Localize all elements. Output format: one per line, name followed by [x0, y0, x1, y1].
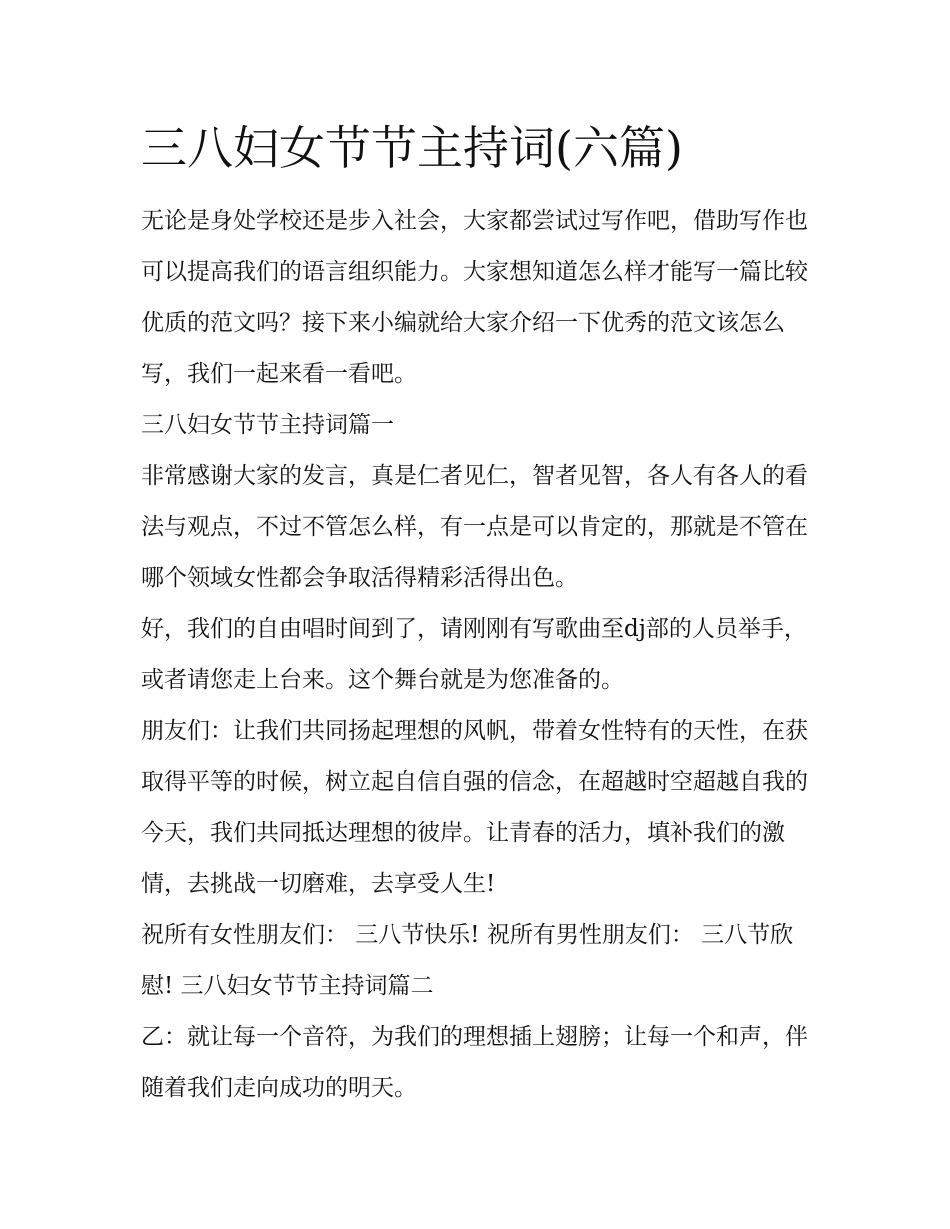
document-body — [141, 196, 816, 1114]
section-heading-1: 三八妇女节节主持词篇一 — [141, 412, 394, 438]
document-title: 三八妇女节节主持词(六篇) — [141, 121, 683, 175]
paragraph: 朋友们：让我们共同扬起理想的风帆，带着女性特有的天性，在获取得平等的时候，树立起自信自强的信念，在超越时空超越自我的今天，我们共同抵达理想的彼岸。让青春的活力，填补我们的激情，去挑战一切磨难，去享受人生! — [141, 718, 808, 897]
paragraph: 祝所有女性朋友们： 三八节快乐! 祝所有男性朋友们： 三八节欣慰! 三八妇女节节主持词篇二 — [141, 922, 794, 999]
paragraph: 乙：就让每一个音符，为我们的理想插上翅膀；让每一个和声，伴随着我们走向成功的明天。 — [141, 1024, 808, 1101]
paragraph-intro: 无论是身处学校还是步入社会，大家都尝试过写作吧，借助写作也可以提高我们的语言组织能力。大家想知道怎么样才能写一篇比较优质的范文吗？接下来小编就给大家介绍一下优秀的范文该怎么写，我们一起来看一看吧。 — [141, 208, 808, 387]
paragraph: 非常感谢大家的发言，真是仁者见仁，智者见智，各人有各人的看法与观点，不过不管怎么样，有一点是可以肯定的，那就是不管在哪个领域女性都会争取活得精彩活得出色。 — [141, 463, 808, 591]
paragraph: 好，我们的自由唱时间到了，请刚刚有写歌曲至dj部的人员举手，或者请您走上台来。这个舞台就是为您准备的。 — [141, 616, 807, 693]
